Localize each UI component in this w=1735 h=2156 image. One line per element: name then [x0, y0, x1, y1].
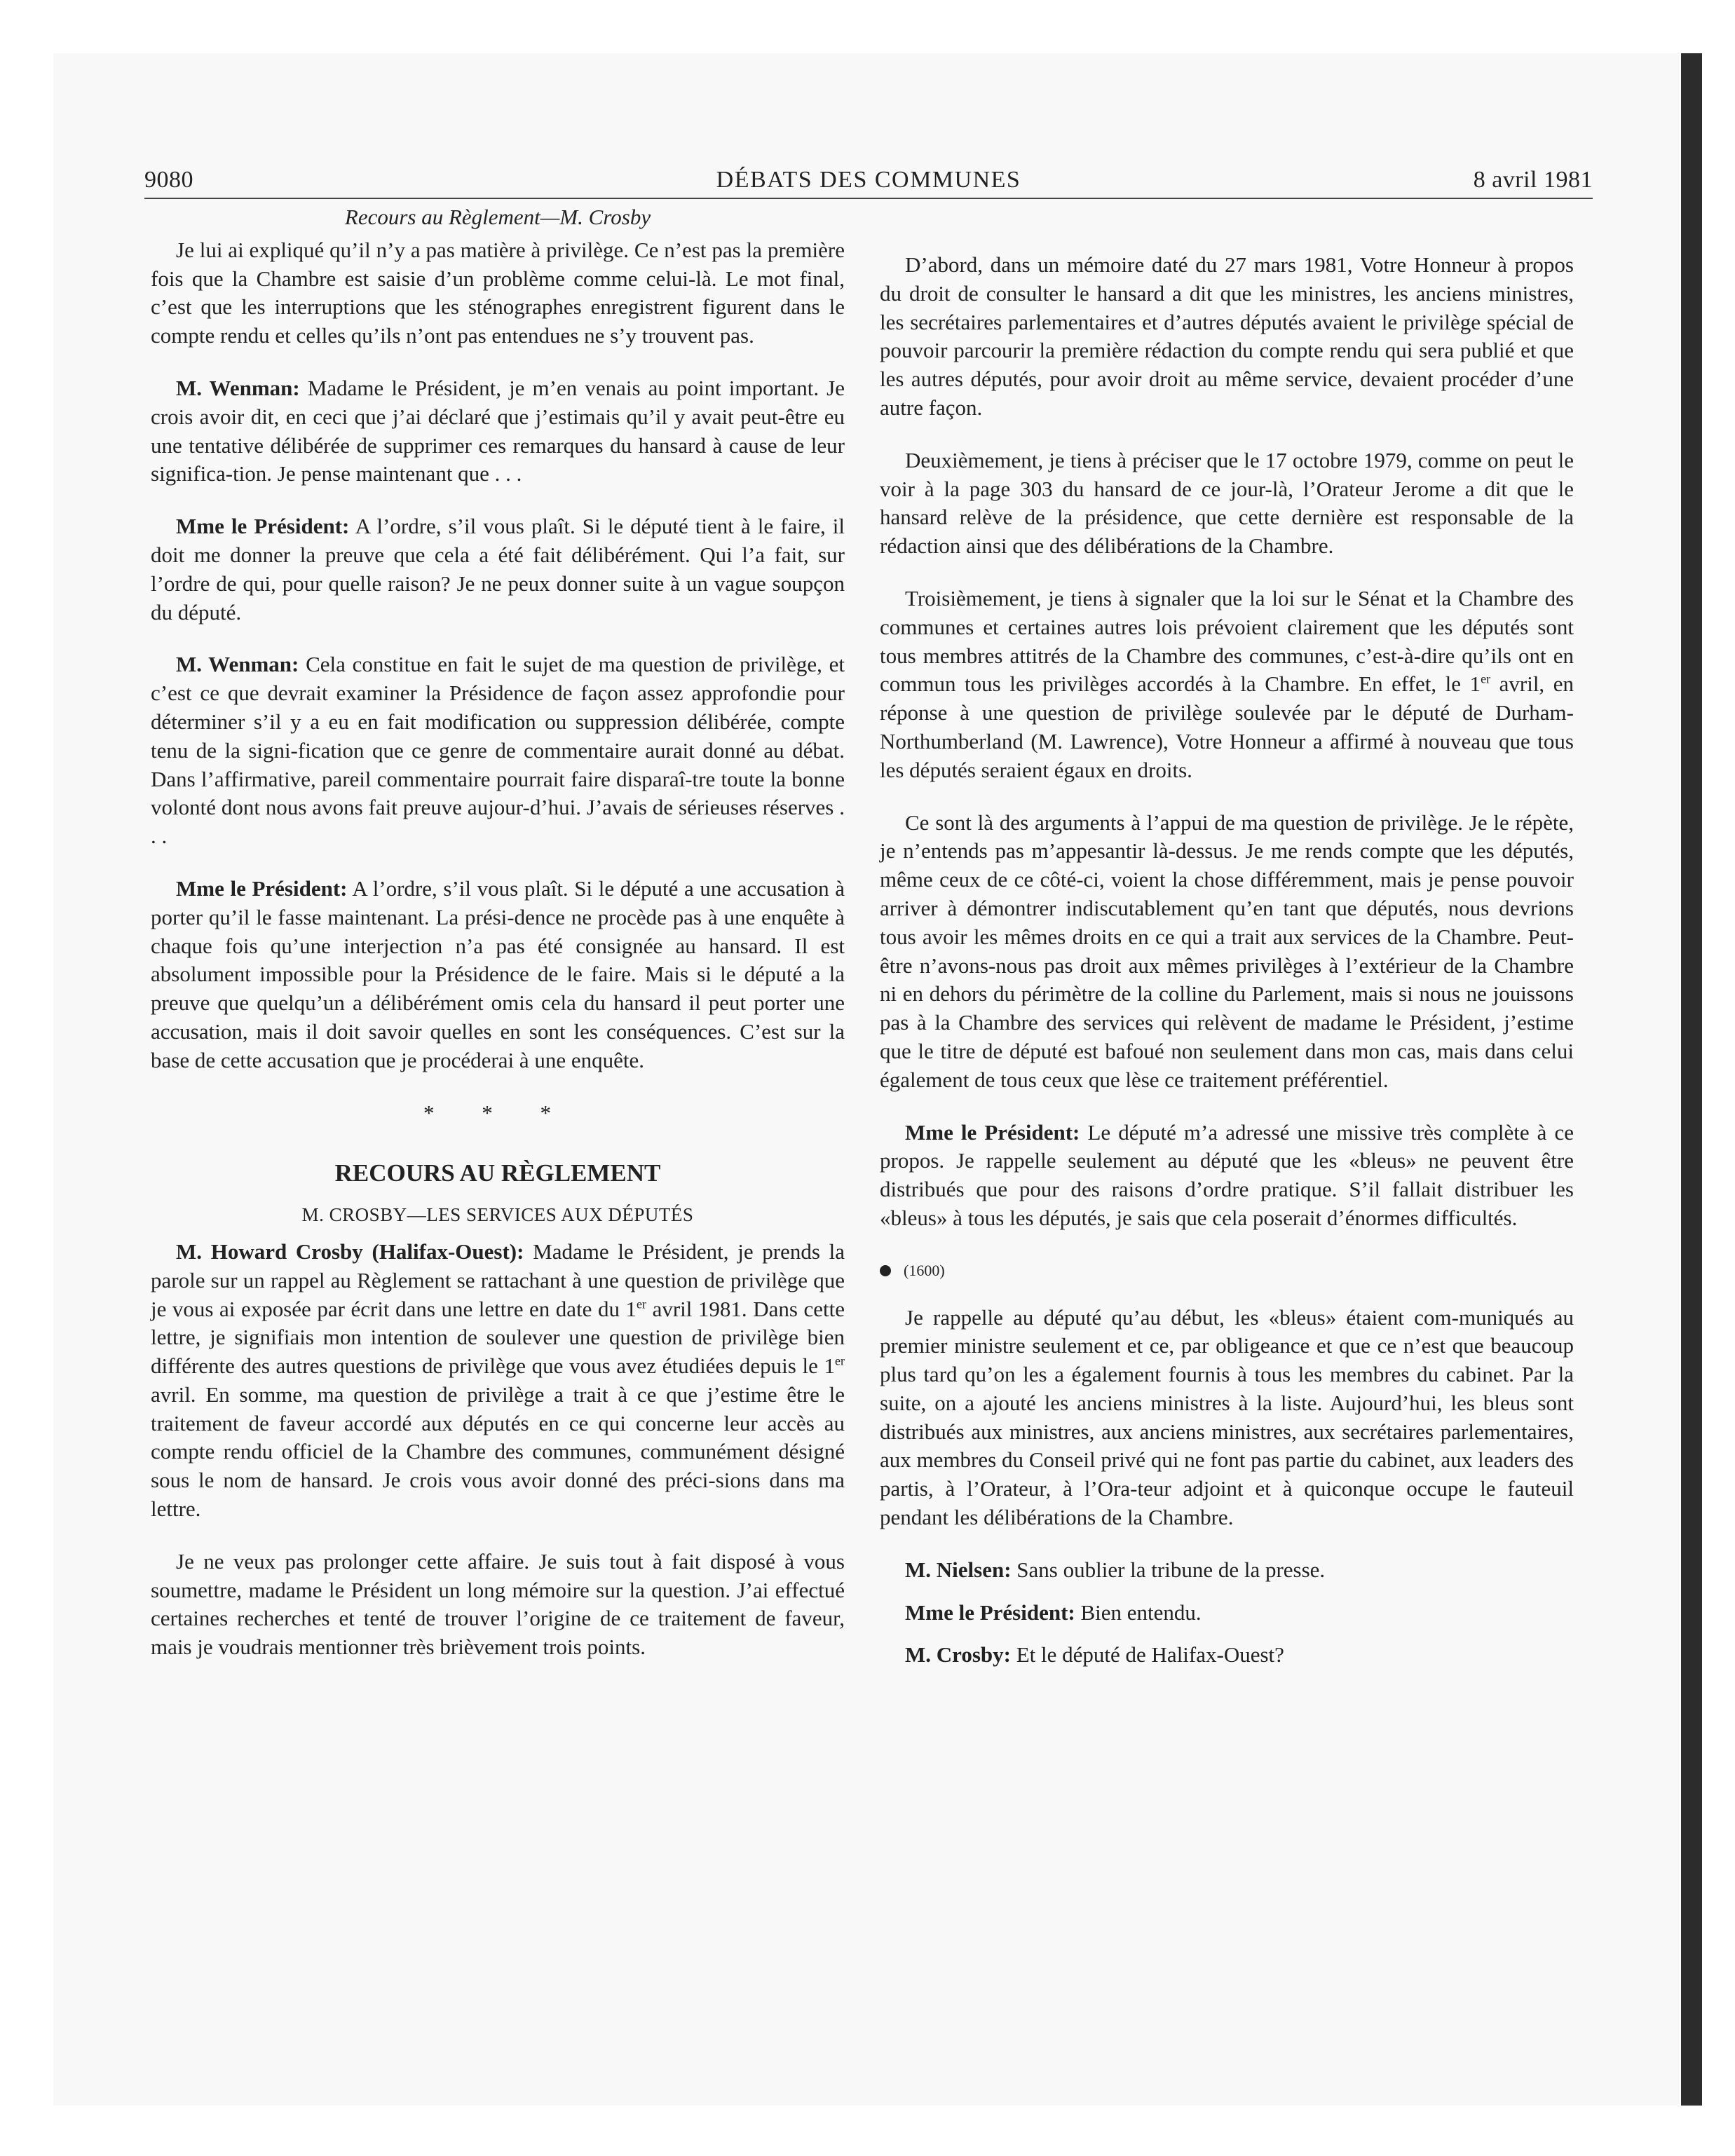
speaker-name: M. Wenman: — [176, 375, 300, 400]
speech-text: Bien entendu. — [1075, 1599, 1202, 1625]
speech-text: Madame le Président, je m’en venais au point important. Je crois avoir dit, en ceci que j’ai déclaré que j’estimais qu’il y avait peut-être eu une tentative délibérée de supprimer ces remarques du hansard à cause de leur significa-tion. Je pense maintenant que . . . — [151, 375, 845, 486]
speaker-name: Mme le Président: — [905, 1119, 1080, 1145]
speech-paragraph — [880, 1641, 1574, 1670]
paragraph-text: Troisièmement, je tiens à signaler que la loi sur le Sénat et la Chambre des communes et certaines autres lois prévoient clairement que les députés sont tous membres attitrés de la Chambre des communes, c’est-à-dire qu’ils ont en commun tous les privilèges accordés à la Chambre. En effet, le 1 — [880, 585, 1574, 697]
time-marker-text: (1600) — [904, 1261, 945, 1279]
section-subtitle: M. CROSBY—LES SERVICES AUX DÉPUTÉS — [301, 1204, 694, 1226]
running-head: Recours au Règlement—M. Crosby — [344, 205, 651, 229]
speech-paragraph — [151, 1238, 845, 1524]
section-title: RECOURS AU RÈGLEMENT — [334, 1159, 661, 1187]
paragraph-text: Je lui ai expliqué qu’il n’y a pas matière à privilège. Ce n’est pas la première fois que la Chambre est saisie d’un problème comme celui-là. Le mot final, c’est que les interruptions que les sténographes enregistrent figurent dans le compte rendu et celles qu’ils n’ont pas entendues ne s’y trouvent pas. — [151, 237, 845, 348]
speech-text: Madame le Président, je prends la parole sur un rappel au Règlement se rattachant à une question de privilège que je vous ai exposée par écrit dans une lettre en date du 1 — [151, 1239, 845, 1321]
speech-text: A l’ordre, s’il vous plaît. Si le député tient à le faire, il doit me donner la preuve que cela a été fait délibérément. Qui l’a fait, sur l’ordre de qui, pour quelle raison? Je ne peux donner suite à un vague soupçon du député. — [151, 514, 845, 625]
speech-text: avril 1981. Dans cette lettre, je signifiais mon intention de soulever une question de privilège bien différente des autres questions de privilège que vous avez étudiées depuis le 1 — [151, 1296, 845, 1379]
speech-paragraph — [151, 374, 845, 489]
speech-text: Cela constitue en fait le sujet de ma question de privilège, et c’est ce que devrait examiner la Présidence de façon assez approfondie pour déterminer s’il y a eu en fait modification ou suppression délibérée, compte tenu de la signi-fication que ce genre de commentaire aurait donné au débat. Dans l’affirmative, pareil commentaire pourrait faire disparaî-tre toute la bonne volonté dont nous avons fait preuve aujour-d’hui. J’avais de sérieuses réserves . . . — [151, 652, 845, 849]
ordinal-suffix: er — [1481, 672, 1491, 687]
page-header — [144, 167, 1593, 199]
speaker-name: M. Wenman: — [176, 652, 299, 677]
paragraph — [880, 1304, 1574, 1532]
speech-paragraph — [880, 1599, 1574, 1628]
speaker-name: Mme le Président: — [905, 1599, 1075, 1625]
speech-text: Et le député de Halifax-Ouest? — [1010, 1642, 1284, 1667]
speech-paragraph — [151, 875, 845, 1075]
paragraph-text: Je ne veux pas prolonger cette affaire. Je suis tout à fait disposé à vous soumettre, madame le Président un long mémoire sur la question. J’ai effectué certaines recherches et tenté de trouver l’origine de ce traitement de faveur, mais je voudrais mentionner très brièvement trois points. — [151, 1548, 845, 1660]
paragraph-text: Ce sont là des arguments à l’appui de ma question de privilège. Je le répète, je n’entends pas m’appesantir là-dessus. Je me rends compte que les députés, même ceux de ce côté-ci, voient la chose différemment, mais je pense pouvoir arriver à démontrer indiscutablement qu’en tant que députés, nous devrions tous avoir les mêmes droits en ce qui a trait aux services de la Chambre. Peut-être n’avons-nous pas droit aux mêmes privilèges à l’extérieur de la Chambre ni en dehors du périmètre de la colline du Parlement, mais si nous ne jouissons pas à la Chambre des services qui relèvent de madame le Président, j’estime que le titre de député est bafoué non seulement dans mon cas, mais dans celui également de tous ceux que lèse ce traitement préférentiel. — [880, 810, 1574, 1092]
scan-edge-bar — [1681, 53, 1702, 2106]
speech-paragraph — [151, 512, 845, 627]
paragraph-text: D’abord, dans un mémoire daté du 27 mars 1981, Votre Honneur à propos du droit de consulter le hansard a dit que les ministres, les anciens ministres, les secrétaires parlementaires et d’autres députés avaient le privilège spécial de pouvoir parcourir la première rédaction du compte rendu qui sera publié et que les autres députés, pour avoir droit au même service, devaient procéder d’une autre façon. — [880, 252, 1574, 420]
publication-title: DÉBATS DES COMMUNES — [716, 167, 1021, 193]
bullet-icon — [880, 1265, 891, 1276]
left-column — [151, 203, 845, 1686]
speech-paragraph — [880, 1556, 1574, 1585]
paragraph — [880, 809, 1574, 1095]
speech-paragraph — [880, 1119, 1574, 1233]
right-column — [880, 251, 1574, 1684]
paragraph — [880, 251, 1574, 423]
time-marker — [880, 1257, 1574, 1285]
speaker-name: Mme le Président: — [176, 514, 350, 539]
speaker-name: M. Nielsen: — [905, 1557, 1012, 1582]
speech-text: Sans oublier la tribune de la presse. — [1011, 1557, 1326, 1582]
speaker-name: Mme le Président: — [176, 875, 348, 901]
speech-text: A l’ordre, s’il vous plaît. Si le député a une accusation à porter qu’il le fasse maintenant. La prési-dence ne procède pas à une enquête à chaque fois qu’une interjection n’a pas été consignée au hansard. Il est absolument impossible pour la Présidence de le faire. Mais si le député a la preuve que quelqu’un a délibérément omis cela du hansard il peut porter une accusation, mais il doit savoir quelles en sont les conséquences. C’est sur la base de cette accusation que je procéderai à une enquête. — [151, 875, 845, 1072]
paragraph-text: Deuxièmement, je tiens à préciser que le 17 octobre 1979, comme on peut le voir à la page 303 du hansard de ce jour-là, l’Orateur Jerome a dit que le hansard relève de la présidence, que cette dernière est responsable de la rédaction ainsi que des délibérations de la Chambre. — [880, 447, 1574, 559]
ordinal-suffix: er — [835, 1353, 845, 1368]
speech-paragraph — [151, 650, 845, 851]
issue-date: 8 avril 1981 — [1473, 167, 1593, 193]
paragraph — [880, 585, 1574, 785]
section-separator: * * * — [423, 1100, 572, 1125]
speech-text: avril. En somme, ma question de privilège a trait à ce que j’estime être le traitement de faveur accordé aux députés en ce qui concerne leur accès au compte rendu officiel de la Chambre des communes, communément désigné sous le nom de hansard. Je crois vous avoir donné des préci-sions dans ma lettre. — [151, 1381, 845, 1522]
speaker-name: M. Crosby: — [905, 1642, 1011, 1667]
ordinal-suffix: er — [637, 1297, 647, 1311]
paragraph-text: avril, en réponse à une question de privilège soulevée par le député de Durham-Northumberland (M. Lawrence), Votre Honneur a affirmé à nouveau que tous les députés seraient égaux en droits. — [880, 671, 1574, 782]
paragraph — [151, 1548, 845, 1662]
page-number: 9080 — [144, 167, 193, 193]
paragraph — [151, 236, 845, 350]
speaker-name: M. Howard Crosby (Halifax-Ouest): — [176, 1239, 524, 1264]
paragraph-text: Je rappelle au député qu’au début, les «bleus» étaient com-muniqués au premier ministre seulement et ce, par obligeance et que ce n’est que beaucoup plus tard qu’on les a également fournis à tous les membres du cabinet. Par la suite, on a ajouté les anciens ministres à la liste. Aujourd’hui, les bleus sont distribués aux ministres, aux anciens ministres, aux secrétaires parlementaires, aux membres du Conseil privé qui ne font pas partie du cabinet, aux leaders des partis, à l’Orateur, à l’Ora-teur adjoint et à quiconque occupe le fauteuil pendant les délibérations de la Chambre. — [880, 1304, 1574, 1530]
speech-text: Le député m’a adressé une missive très complète à ce propos. Je rappelle seulement au député que les «bleus» ne peuvent être distribués que pour des raisons d’ordre pratique. S’il fallait distribuer les «bleus» à tous les députés, je sais que cela poserait d’énormes difficultés. — [880, 1119, 1574, 1230]
paragraph — [880, 446, 1574, 561]
